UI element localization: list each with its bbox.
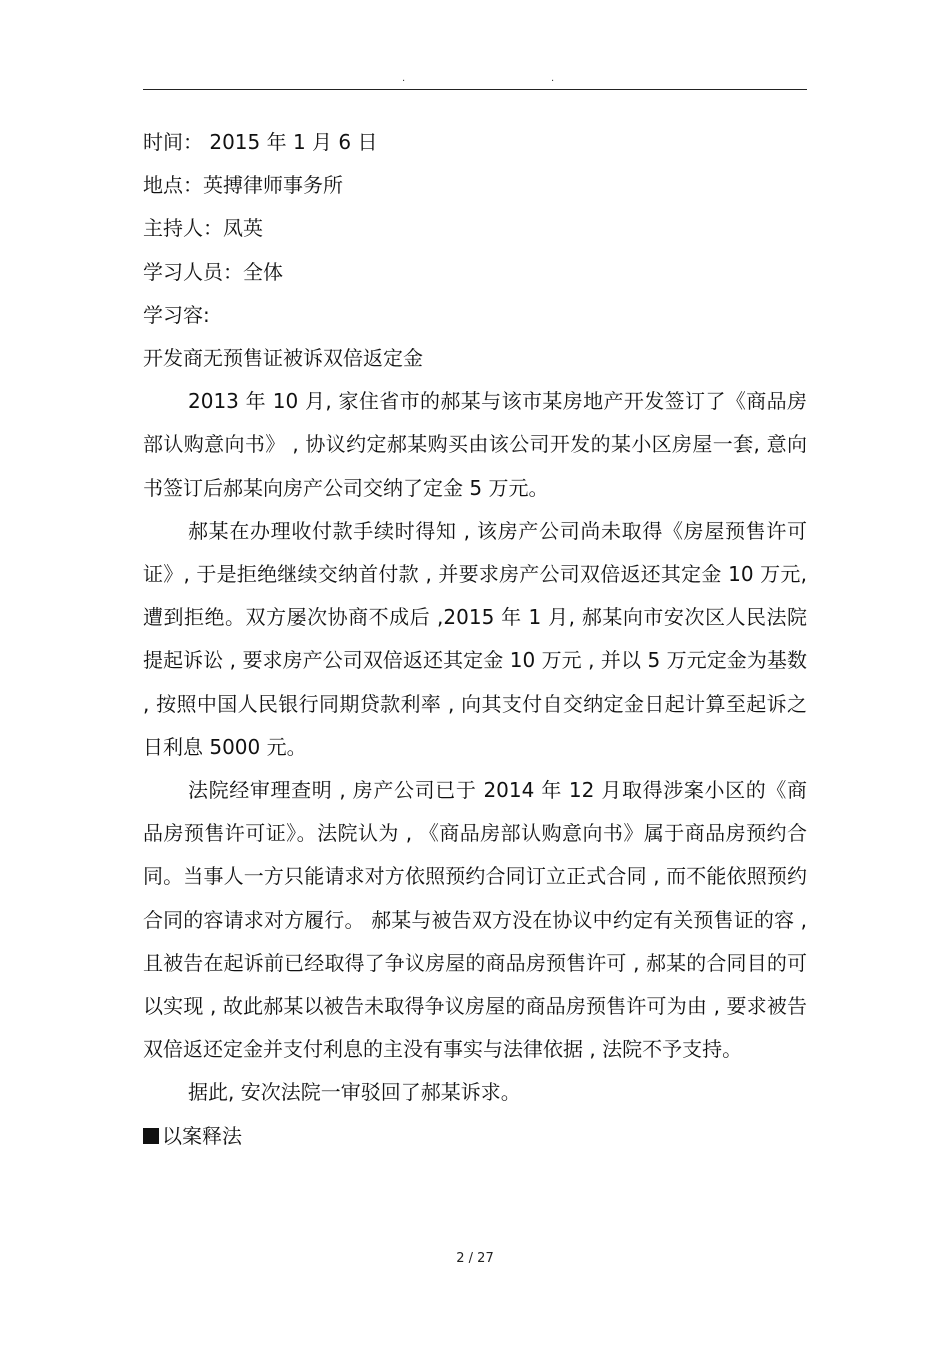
case-title: 开发商无预售证被诉双倍返定金 bbox=[143, 345, 423, 370]
document-body bbox=[143, 121, 807, 1158]
paragraph: 郝某在办理收付款手续时得知 , 该房产公司尚未取得《房屋预售许可证》, 于是拒绝继续交纳首付款 , 并要求房产公司双倍返还其定金 10 万元, 遭到拒绝。双方屡次协商不成后 ,2015 年 1 月, 郝某向市安次区人民法院提起诉讼 , 要求房产公司双倍返还其定金 10 万元 , 并以 5 万元定金为基数 , 按照中国人民银行同期贷款利率 , 向其支付自交纳定金日起计算至起诉之日利息 5000 元。 bbox=[143, 518, 807, 759]
square-bullet-icon bbox=[143, 1128, 159, 1144]
meta-attendees: 学习人员：全体 bbox=[143, 259, 283, 284]
paragraph: 2013 年 10 月, 家住省市的郝某与该市某房地产开发签订了《商品房部认购意向书》 , 协议约定郝某购买由该公司开发的某小区房屋一套, 意向书签订后郝某向房产公司交纳了定金 5 万元。 bbox=[143, 389, 807, 500]
header-decoration bbox=[0, 74, 950, 84]
header-rule bbox=[143, 89, 807, 90]
paragraph: 据此, 安次法院一审驳回了郝某诉求。 bbox=[188, 1080, 521, 1105]
paragraph: 法院经审理查明 , 房产公司已于 2014 年 12 月取得涉案小区的《商品房预售许可证》。法院认为 , 《商品房部认购意向书》属于商品房预约合同。当事人一方只能请求对方依照预约合同订立正式合同 , 而不能依照预约合同的容请求对方履行。 郝某与被告双方没在协议中约定有关预售证的容 , 且被告在起诉前已经取得了争议房屋的商品房预售许可 , 郝某的合同目的可以实现 , 故此郝某以被告未取得争议房屋的商品房预售许可为由 , 要求被告双倍返还定金并支付利息的主没有事实与法律依据 , 法院不予支持。 bbox=[143, 777, 807, 1062]
header-dot: . bbox=[402, 73, 406, 84]
meta-place: 地点：英搏律师事务所 bbox=[143, 173, 343, 198]
section-heading-label: 以案释法 bbox=[162, 1123, 242, 1148]
page-number: 2 / 27 bbox=[456, 1251, 494, 1266]
header-dot: . bbox=[551, 73, 555, 84]
meta-content-label: 学习容: bbox=[143, 302, 210, 327]
section-heading bbox=[143, 1115, 807, 1158]
meta-host: 主持人：凤英 bbox=[143, 216, 263, 241]
meta-time: 时间： 2015 年 1 月 6 日 bbox=[143, 130, 378, 154]
